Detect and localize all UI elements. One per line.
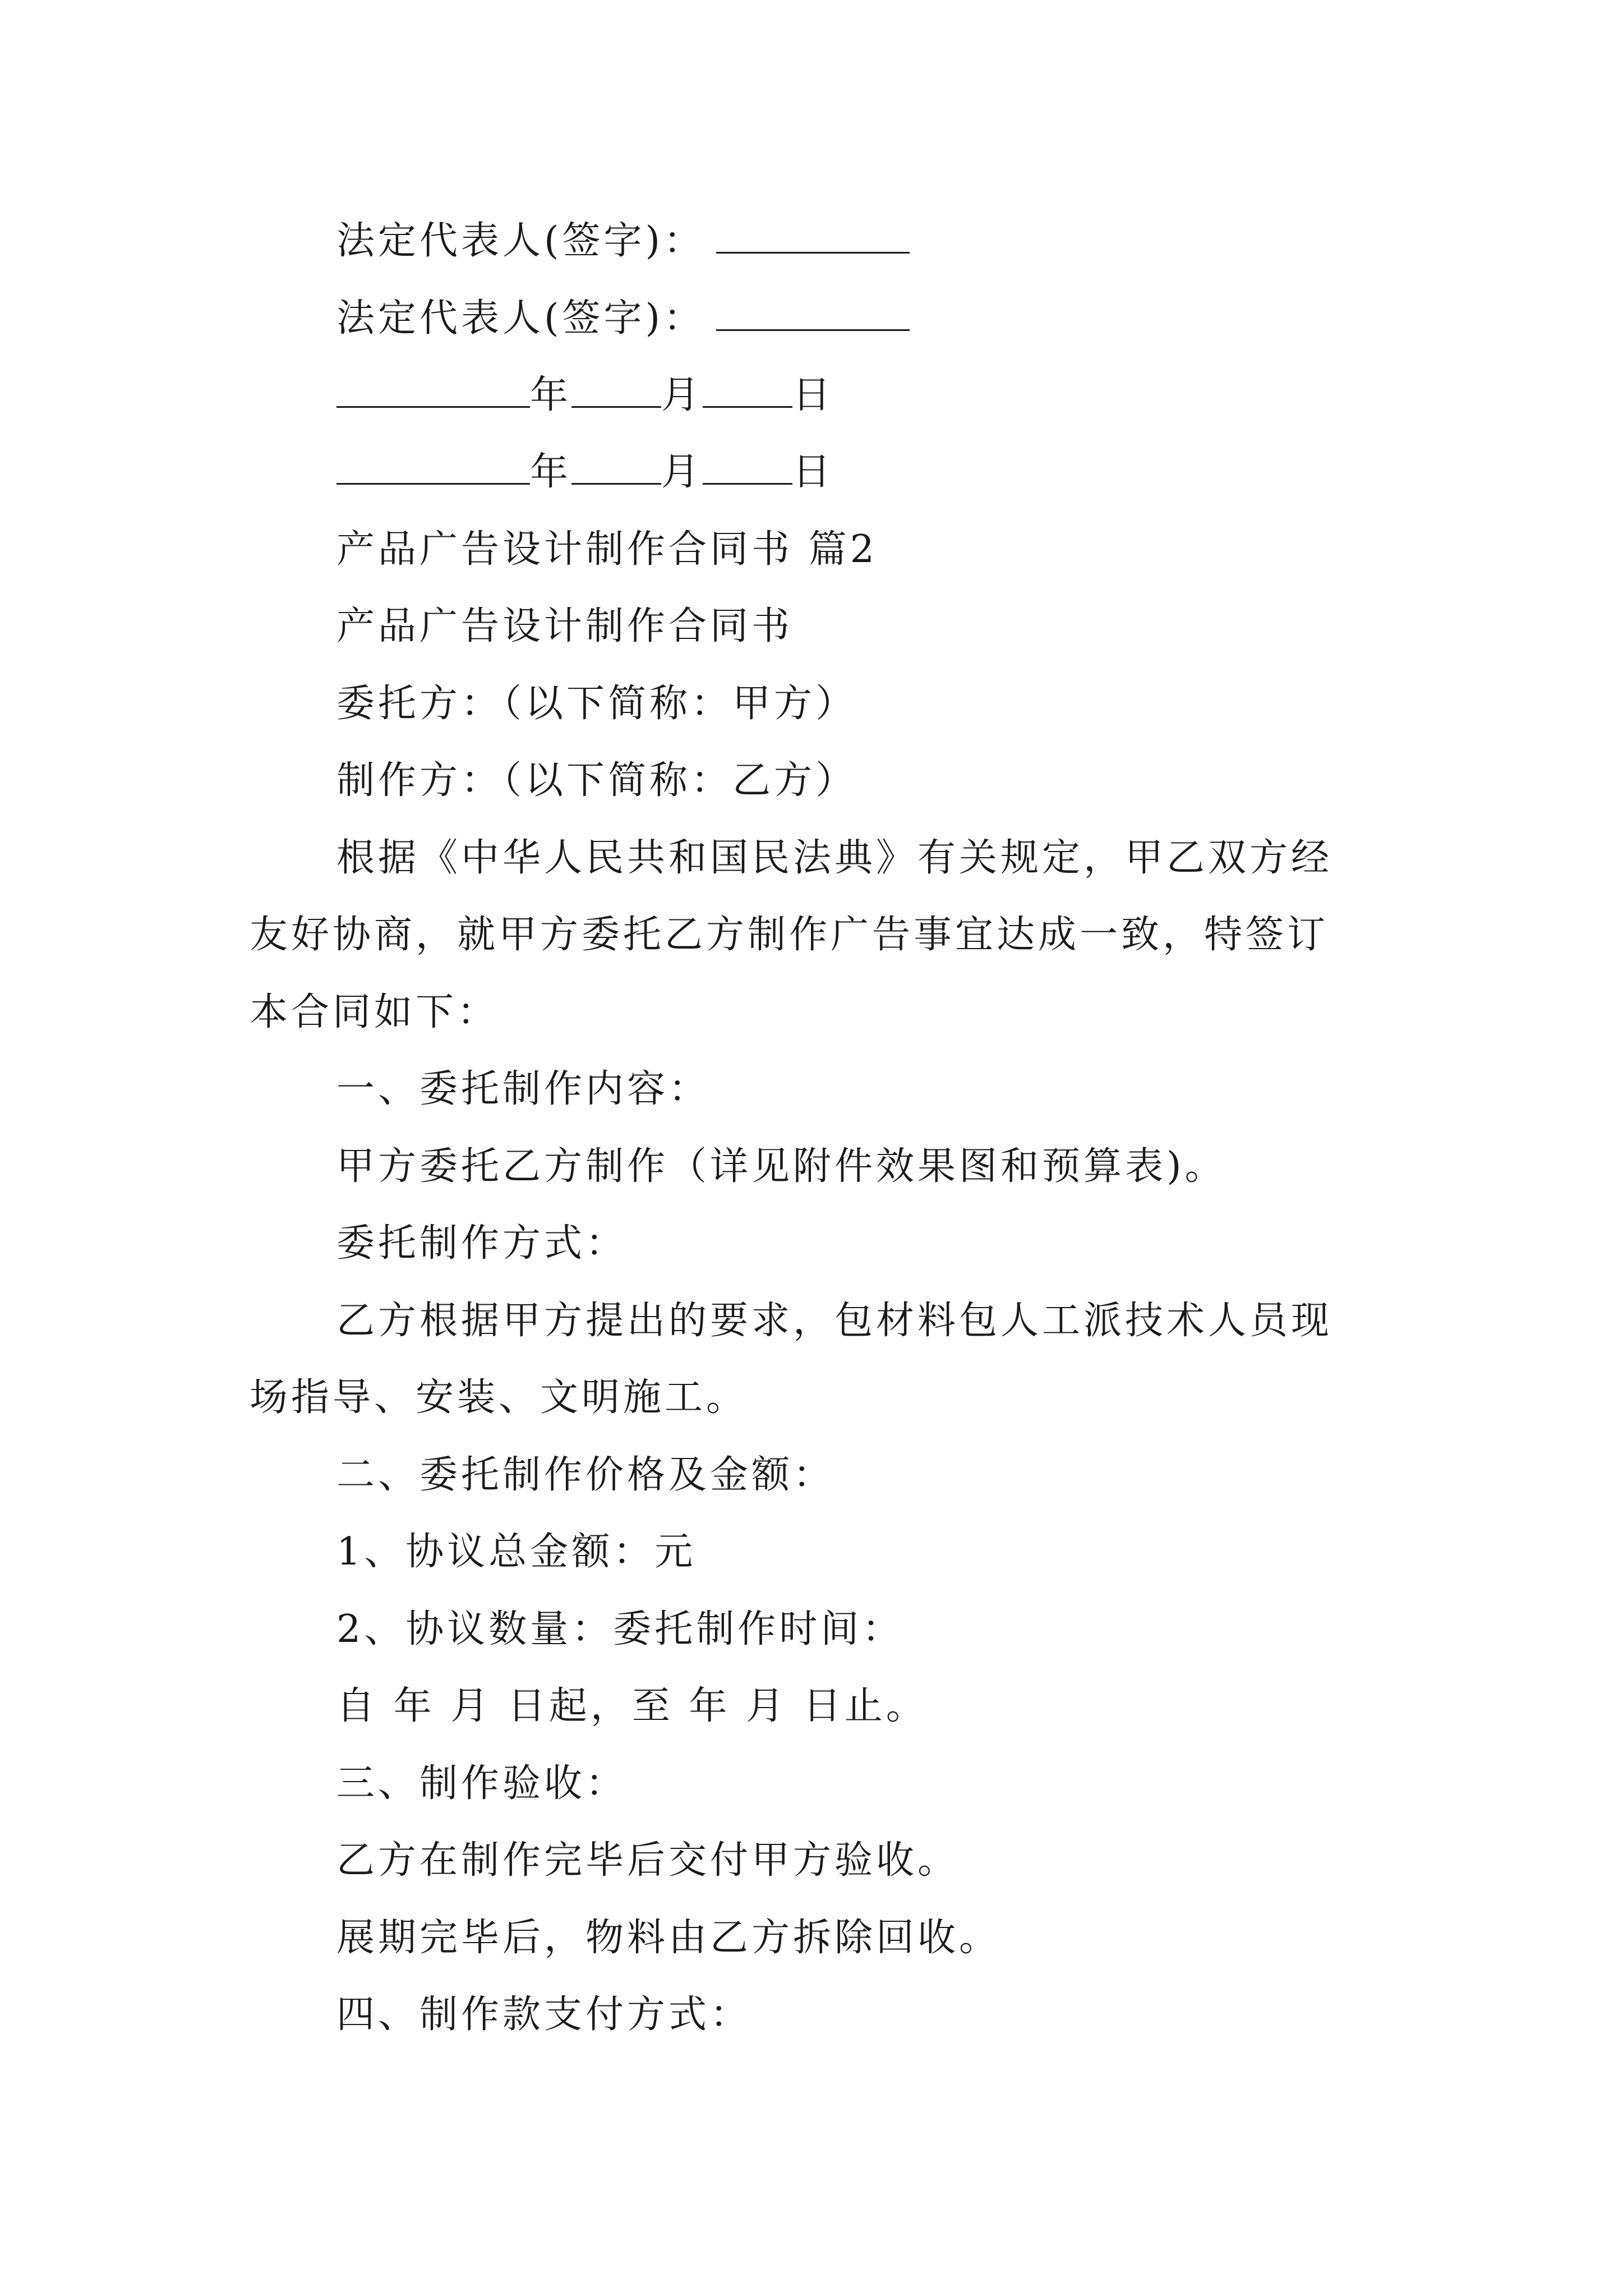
production-method-title: 委托制作方式： [336, 1221, 628, 1266]
party-b-line: 制作方：（以下简称：乙方） [336, 758, 857, 803]
legal-rep-label: 法定代表人(签字)： [336, 296, 706, 341]
day-label: 日 [792, 373, 834, 417]
clause-3-item-1: 乙方在制作完毕后交付甲方验收。 [336, 1838, 960, 1883]
date-line-1 [336, 373, 834, 418]
legal-rep-label: 法定代表人(签字)： [336, 219, 706, 263]
clause-2-title: 二、委托制作价格及金额： [336, 1453, 835, 1497]
clause-1-text: 甲方委托乙方制作（详见附件效果图和预算表)。 [336, 1144, 1227, 1189]
month-blank [571, 452, 661, 485]
clause-2-period: 自 年 月 日起，至 年 月 日止。 [336, 1684, 928, 1728]
clause-3-item-2: 展期完毕后，物料由乙方拆除回收。 [336, 1916, 1001, 1960]
day-label: 日 [792, 450, 834, 494]
signature-blank [716, 298, 910, 331]
date-line-2 [336, 450, 834, 495]
day-blank [703, 375, 792, 408]
clause-2-item-2: 2、协议数量：委托制作时间： [336, 1607, 904, 1651]
intro-paragraph-line-1: 根据《中华人民共和国民法典》有关规定，甲乙双方经 [336, 836, 1333, 880]
year-label: 年 [530, 450, 572, 494]
contract-title: 产品广告设计制作合同书 [336, 604, 794, 648]
production-method-line-1: 乙方根据甲方提出的要求，包材料包人工派技术人员现 [336, 1299, 1333, 1343]
month-label: 月 [661, 373, 703, 417]
signature-blank [716, 220, 910, 254]
party-a-line: 委托方：（以下简称：甲方） [336, 682, 857, 726]
clause-2-item-1: 1、协议总金额：元 [336, 1530, 697, 1574]
month-blank [571, 375, 661, 408]
day-blank [703, 452, 792, 485]
intro-paragraph-line-3: 本合同如下： [250, 990, 499, 1034]
production-method-line-2: 场指导、安装、文明施工。 [250, 1375, 748, 1420]
clause-4-title: 四、制作款支付方式： [336, 1993, 752, 2037]
clause-3-title: 三、制作验收： [336, 1761, 628, 1806]
intro-paragraph-line-2: 友好协商，就甲方委托乙方制作广告事宜达成一致，特签订 [250, 913, 1329, 957]
clause-1-title: 一、委托制作内容： [336, 1067, 711, 1111]
legal-rep-signature-line-2 [336, 296, 910, 341]
month-label: 月 [661, 450, 703, 494]
section-heading: 产品广告设计制作合同书 篇2 [336, 527, 878, 572]
year-blank [336, 452, 530, 485]
year-label: 年 [530, 373, 572, 417]
year-blank [336, 375, 530, 408]
legal-rep-signature-line-1 [336, 219, 910, 264]
